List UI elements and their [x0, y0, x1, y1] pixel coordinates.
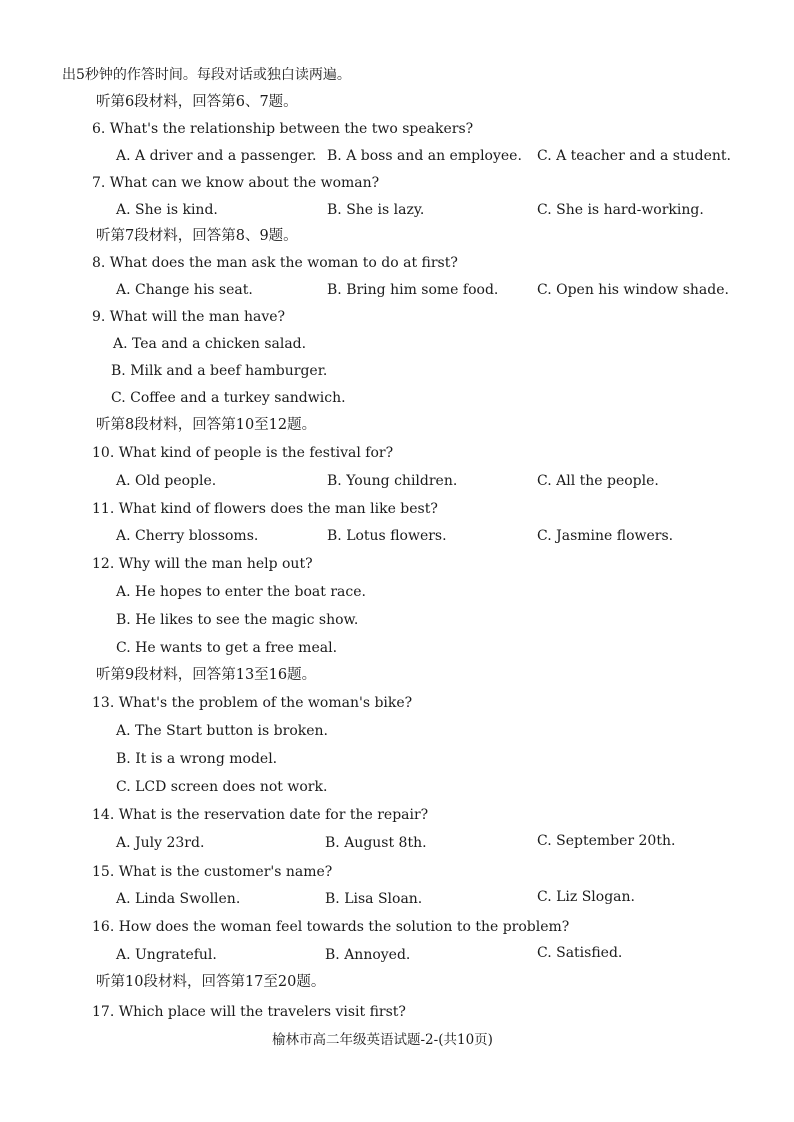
question-13-option-b: B. It is a wrong model.	[116, 751, 278, 767]
question-8-option-b: B. Bring him some food.	[327, 282, 499, 298]
question-8: 8. What does the man ask the woman to do at first?	[92, 255, 458, 271]
question-10-option-b: B. Young children.	[327, 473, 458, 489]
section-heading-9: 听第9段材料，回答第13至16题。	[96, 667, 317, 683]
question-7: 7. What can we know about the woman?	[92, 175, 380, 191]
question-10-option-a: A. Old people.	[116, 473, 217, 489]
question-12: 12. Why will the man help out?	[92, 556, 313, 572]
question-6: 6. What's the relationship between the two speakers?	[92, 121, 474, 137]
question-12-option-b: B. He likes to see the magic show.	[116, 612, 359, 628]
question-7-option-a: A. She is kind.	[116, 202, 218, 218]
question-10: 10. What kind of people is the festival for?	[92, 445, 394, 461]
question-16-option-c: C. Satisfied.	[537, 945, 623, 961]
question-15-option-c: C. Liz Slogan.	[537, 889, 635, 905]
section-heading-6: 听第6段材料，回答第6、7题。	[96, 94, 298, 110]
question-14-option-b: B. August 8th.	[325, 835, 427, 851]
question-6-option-b: B. A boss and an employee.	[327, 148, 522, 164]
question-16-option-b: B. Annoyed.	[325, 947, 411, 963]
question-13-option-a: A. The Start button is broken.	[116, 723, 328, 739]
question-6-option-a: A. A driver and a passenger.	[116, 148, 317, 164]
page-footer: 榆林市高二年级英语试题-2-(共10页)	[272, 1032, 493, 1048]
question-8-option-a: A. Change his seat.	[116, 282, 253, 298]
question-15: 15. What is the customer's name?	[92, 864, 333, 880]
question-12-option-a: A. He hopes to enter the boat race.	[116, 584, 366, 600]
question-13-option-c: C. LCD screen does not work.	[116, 779, 328, 795]
question-9-option-a: A. Tea and a chicken salad.	[113, 336, 307, 352]
question-11-option-a: A. Cherry blossoms.	[116, 528, 259, 544]
question-14-option-c: C. September 20th.	[537, 833, 676, 849]
question-14-option-a: A. July 23rd.	[116, 835, 205, 851]
question-17: 17. Which place will the travelers visit first?	[92, 1004, 406, 1020]
question-9-option-b: B. Milk and a beef hamburger.	[111, 363, 328, 379]
question-16-option-a: A. Ungrateful.	[116, 947, 217, 963]
question-13: 13. What's the problem of the woman's bike?	[92, 695, 413, 711]
question-9: 9. What will the man have?	[92, 309, 286, 325]
question-9-option-c: C. Coffee and a turkey sandwich.	[111, 390, 346, 406]
section-heading-10: 听第10段材料，回答第17至20题。	[96, 974, 326, 990]
section-heading-7: 听第7段材料，回答第8、9题。	[96, 228, 298, 244]
question-6-option-c: C. A teacher and a student.	[537, 148, 731, 164]
question-12-option-c: C. He wants to get a free meal.	[116, 640, 338, 656]
question-7-option-c: C. She is hard-working.	[537, 202, 704, 218]
question-15-option-b: B. Lisa Sloan.	[325, 891, 423, 907]
question-10-option-c: C. All the people.	[537, 473, 659, 489]
section-heading-8: 听第8段材料，回答第10至12题。	[96, 417, 317, 433]
question-8-option-c: C. Open his window shade.	[537, 282, 729, 298]
question-16: 16. How does the woman feel towards the solution to the problem?	[92, 919, 570, 935]
question-11-option-b: B. Lotus flowers.	[327, 528, 447, 544]
question-14: 14. What is the reservation date for the repair?	[92, 807, 429, 823]
question-11-option-c: C. Jasmine flowers.	[537, 528, 674, 544]
question-7-option-b: B. She is lazy.	[327, 202, 425, 218]
instruction-text: 出5秒钟的作答时间。每段对话或独白读两遍。	[62, 67, 351, 83]
question-11: 11. What kind of flowers does the man like best?	[92, 501, 438, 517]
question-15-option-a: A. Linda Swollen.	[116, 891, 241, 907]
